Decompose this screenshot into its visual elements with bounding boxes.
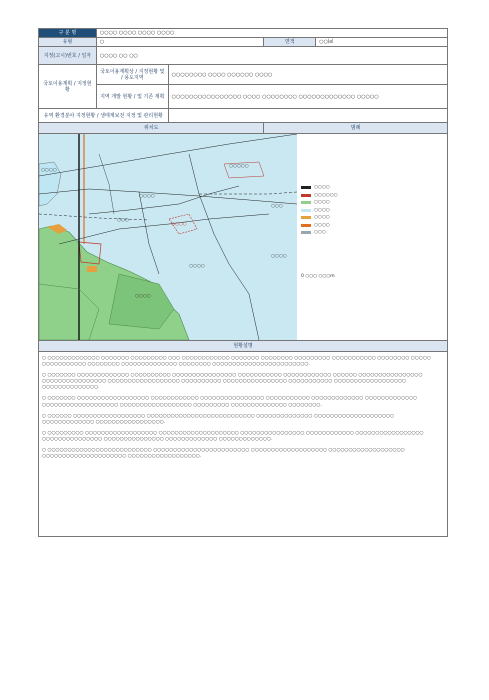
map-label-3: ○○○○	[139, 194, 155, 199]
legend-swatch-3	[301, 201, 311, 204]
map-label-1: ○○○○○	[229, 164, 249, 169]
legend-item	[301, 214, 338, 222]
map-legend	[301, 184, 338, 237]
legend-label-6: ○○○○	[314, 222, 330, 228]
legend-label-5: ○○○○	[314, 215, 330, 220]
legend-swatch-5	[301, 216, 311, 219]
map-label-7: ○○○○	[271, 254, 287, 259]
map-label-2: ○○○○	[41, 168, 57, 173]
description-paragraph-2: ○ ○○○○○○○ ○○○○○○○○○○○○○ ○○○○○○○○○○ ○○○○○○○○○○○○○○○○ ○○○○○○○○○○○ ○○○○○○○○○○○○ ○○○○○○ ○○○○○○○○○○○○○○○○ ○○○○○○○○○○○○○○○○ ○○○○○○○○○○○○○○○○○○ ○○○○○○○○○○ ○○○○○○○○○○○○○○○○ ○○○○○○○○○○○ ○○○○○○○○○○○○○○○○○○ ○○○○○○○○○○○○○○.	[42, 373, 423, 391]
legend-label-2: ○○○○○○	[314, 192, 338, 198]
legend-label-1: ○○○○	[314, 185, 330, 190]
ecosystem-label: 유역 환경분야 지정현황 / 생태계보전 지정 및 관리현황	[39, 109, 169, 123]
location-map	[39, 134, 297, 340]
legend-swatch-1	[301, 186, 311, 189]
area-value: ○○㎢	[316, 38, 448, 47]
development-label: 지역 개발 현황 / 및 기존 계획	[96, 85, 168, 109]
development-value: ○○○○○○○○○○○○○○○○ ○○○○ ○○○○○○○○ ○○○○○○○○○○○○○ ○○○○○	[168, 85, 447, 109]
map-label-5: ○○○○	[171, 222, 187, 227]
legend-item	[301, 222, 338, 230]
legend-label-7: ○○○	[314, 230, 326, 235]
map-label-4: ○○○	[117, 218, 129, 223]
land-use-label: 국토이용계획상 / 지정현황 및 / 용도지역	[96, 65, 168, 85]
designation-value: ○○○○ ○○ ○○	[96, 47, 447, 65]
map-cell	[39, 134, 448, 341]
type-label: 유형	[39, 38, 97, 47]
map-scale: 0 ○○○ ○○○m	[301, 274, 335, 279]
map-graphic	[39, 134, 297, 340]
map-label-6: ○○○	[271, 204, 283, 209]
legend-label-3: ○○○○	[314, 200, 330, 205]
description-paragraph-4: ○ ○○○○○○ ○○○○○○○○○○○○○○○○○○ ○○○○○○○○○○○○○○○○○○○○○○○○○○○ ○○○○○○○○○○○○○○ ○○○○○○○○○○○○○○○○○○○○ ○○○○○○○○○○○○○ ○○○○○○○○○○○○○○○○○.	[42, 413, 395, 425]
legend-swatch-4	[301, 209, 311, 212]
legend-item	[301, 199, 338, 207]
legend-swatch-7	[301, 231, 311, 234]
ecosystem-value	[168, 109, 447, 123]
legend-swatch-6	[301, 224, 311, 227]
legend-item	[301, 184, 338, 192]
type-value: ○	[96, 38, 264, 47]
map-label-9: ○○○○	[189, 264, 205, 269]
legend-item	[301, 229, 338, 237]
legend-label-4: ○○○○	[314, 207, 330, 213]
legend-item	[301, 192, 338, 200]
section-left-label: 국토이용계획 / 지정현황	[39, 65, 97, 109]
header-value: ○○○○ ○○○○ ○○○○ ○○○○	[96, 29, 447, 38]
site-info-table	[38, 28, 448, 537]
legend-item	[301, 207, 338, 215]
description-paragraph-6: ○ ○○○○○○○○○○○○○○○○○○○○○○○○○○ ○○○○○○○○○○○○○○○○○○○○○○○○ ○○○○○○○○○○○○○○○○○○○ ○○○○○○○○○○○○○○○○○○○ ○○○○○○○○○○○○○○○○○○○○○ ○○○○○○○○○○○○○○○○○○.	[42, 448, 405, 460]
description-paragraph-5: ○ ○○○○○○○○○ ○○○○○○○○○○○○○○○○○○ ○○○○○○○○○○○○○○○○○○○○ ○○○○○○○○○○○○○○○○ ○○○○○○○○○○○○ ○○○○○○○○○○○○○○○○○ ○○○○○○○○○○○○○○○ ○○○○○○○○○○○○○○○ ○○○○○○○○○○○○○ ○○○○○○○○○○○○○.	[42, 430, 424, 442]
description-body	[39, 352, 448, 537]
map-label-8: ○○○○	[135, 294, 151, 299]
header-label: 구 분 명	[39, 29, 97, 38]
designation-label: 지정(고시)번호 / 일자	[39, 47, 97, 65]
legend-swatch-2	[301, 194, 311, 197]
description-paragraph-1: ○ ○○○○○○○○○○○○○ ○○○○○○○ ○○○○○○○○○ ○○○ ○○○○○○○○○○○○ ○○○○○○○ ○○○○○○○○ ○○○○○○○○○ ○○○○○○○○○○○ ○○○○○○○○ ○○○○○ ○○○○○○○○○○○ ○○○○○○○○ ○○○○○○○○○○○○○○ ○○○○○○○○ ○○○○○○○○○○○○○○○○○○○○○○○○.	[42, 356, 431, 368]
legend-header: 범례	[264, 123, 448, 134]
location-map-header: 위치도	[39, 123, 264, 134]
description-paragraph-3: ○ ○○○○○○○ ○○○○○○○○○○○○○○○○○○ ○○○○○○○○○○○○ ○○○○○○○○○○○○○○○○ ○○○○○○○○○○○ ○○○○○○○○○○○○○ ○○○○○○○○○○○○○ ○○○○○○○○○○○○○○○○○○○ ○○○○○○○○○○○○○○○○○○ ○○○○○○○○○ ○○○○○○○○○○○○○○ ○○○○○○○○.	[42, 396, 417, 408]
area-label: 면적	[264, 38, 316, 47]
land-use-value: ○○○○○○○○ ○○○○ ○○○○○○ ○○○○	[168, 65, 447, 85]
description-header: 현황설명	[39, 341, 448, 352]
